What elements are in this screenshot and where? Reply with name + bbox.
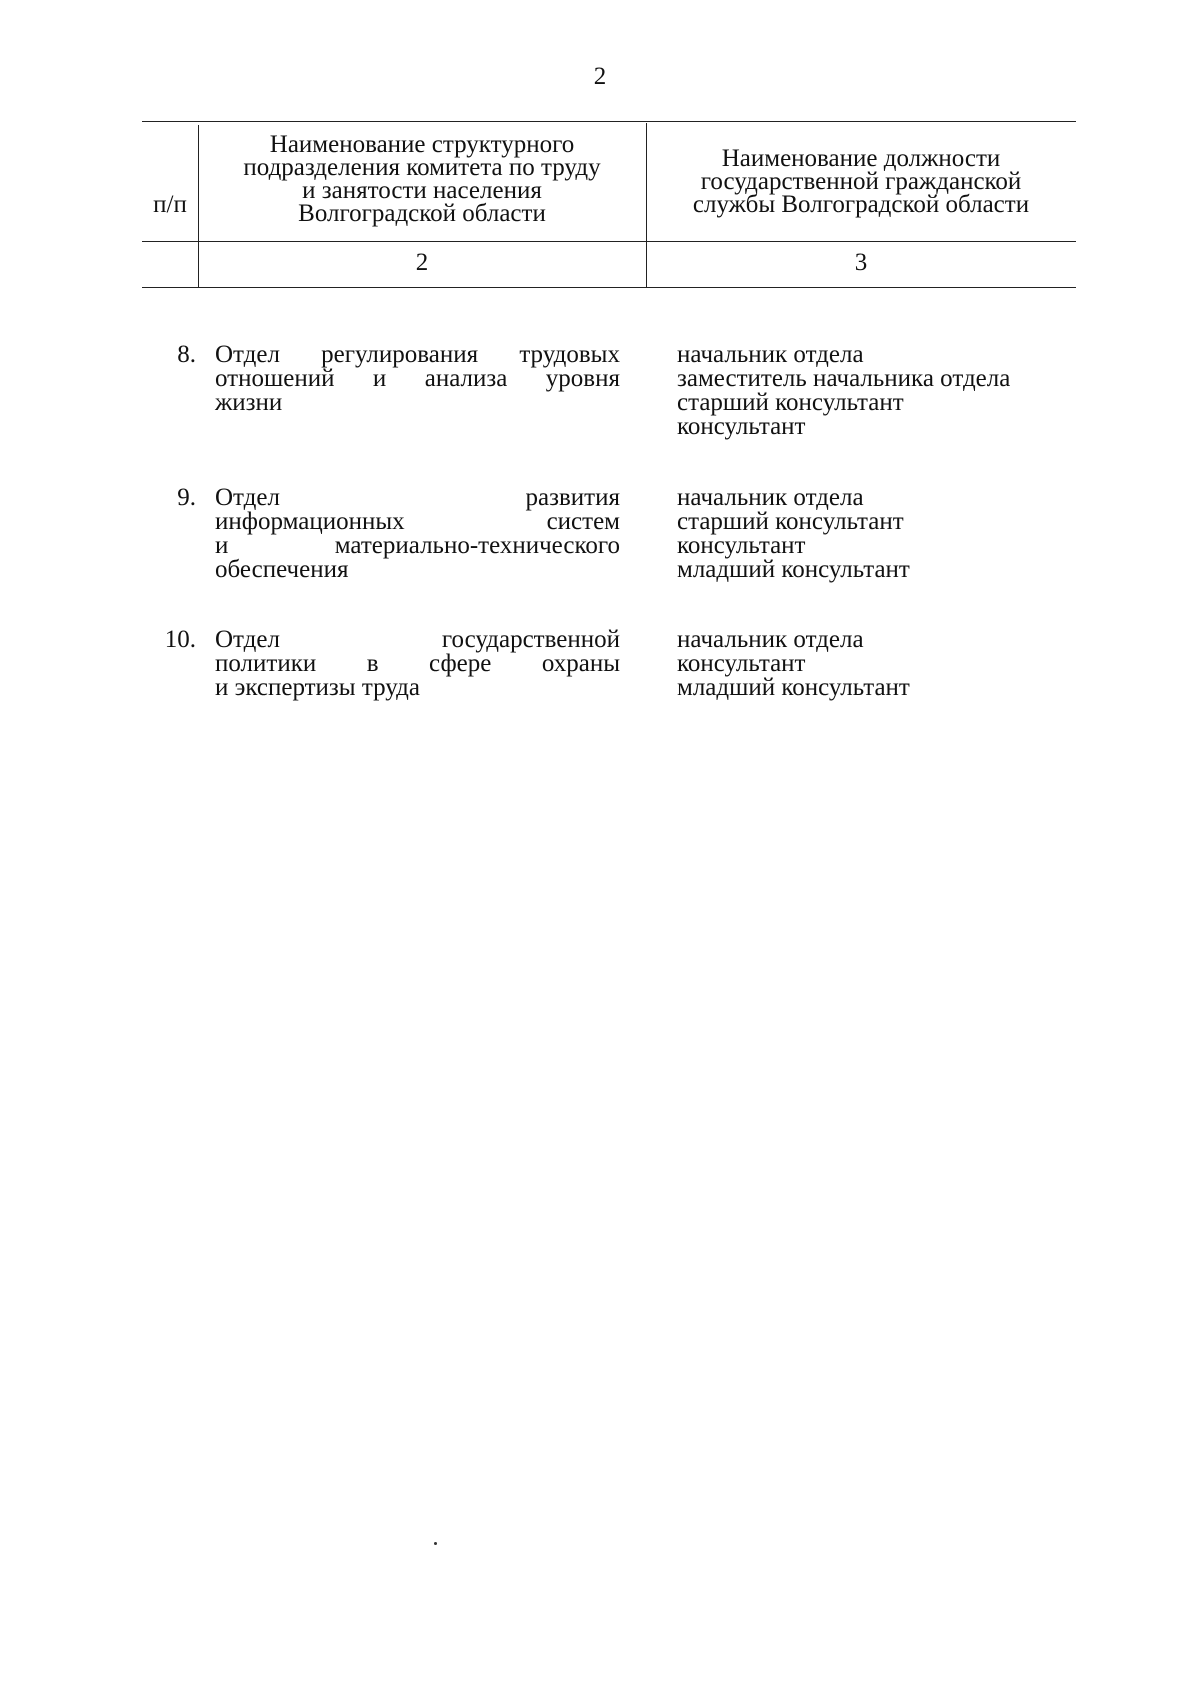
position-line: консультант (677, 413, 806, 440)
header-col-number: п/п (153, 191, 187, 218)
position-line: начальник отдела (677, 341, 864, 368)
word: анализа (424, 365, 508, 392)
unit-line (215, 652, 620, 676)
word: материально-технического (334, 532, 620, 559)
position-line: старший консультант (677, 508, 904, 535)
header-col-position-number: 3 (854, 249, 868, 276)
page-number: 2 (593, 63, 607, 90)
position-line: начальник отдела (677, 484, 864, 511)
entry-unit-name (215, 628, 620, 700)
unit-line (215, 510, 620, 534)
header-col-unit-number: 2 (415, 249, 429, 276)
position-line: старший консультант (677, 389, 904, 416)
header-col-unit-line: подразделения комитета по труду (243, 154, 601, 181)
word: охраны (541, 650, 620, 677)
word: и экспертизы труда (215, 674, 420, 701)
unit-line (215, 628, 620, 652)
entry-unit-name (215, 486, 620, 582)
table-mid-rule (142, 241, 1076, 242)
unit-line (215, 676, 620, 700)
header-col-unit-line: Наименование структурного (269, 131, 575, 158)
word: в (366, 650, 379, 677)
unit-line (215, 558, 620, 582)
entry-unit-name (215, 343, 620, 415)
position-line: консультант (677, 532, 806, 559)
header-col-position-line: службы Волгоградской области (692, 191, 1030, 218)
header-col-position (646, 147, 1076, 216)
word: жизни (215, 389, 283, 416)
word: и (372, 365, 387, 392)
word: уровня (545, 365, 620, 392)
word: Отдел (215, 484, 280, 511)
word: информационных (215, 508, 405, 535)
word: политики (215, 650, 317, 677)
table-header (142, 121, 1076, 288)
position-line: младший консультант (677, 556, 910, 583)
entry-positions (677, 343, 1097, 439)
header-col-unit-line: и занятости населения (302, 177, 542, 204)
word: систем (546, 508, 620, 535)
word: отношений (215, 365, 335, 392)
header-col-position-line: государственной гражданской (700, 168, 1022, 195)
word: сфере (429, 650, 492, 677)
word: развития (525, 484, 620, 511)
word: Отдел (215, 626, 280, 653)
position-line: заместитель начальника отдела (677, 365, 1011, 392)
entry-number: 8. (177, 341, 196, 368)
word: и (215, 532, 229, 559)
word: трудовых (519, 341, 620, 368)
unit-line (215, 486, 620, 510)
header-col-position-line: Наименование должности (721, 145, 1001, 172)
table-bottom-rule (142, 287, 1076, 288)
position-line: начальник отдела (677, 626, 864, 653)
unit-line (215, 391, 620, 415)
word: регулирования (321, 341, 479, 368)
unit-line (215, 367, 620, 391)
table-top-rule (142, 121, 1076, 122)
unit-line (215, 534, 620, 558)
scan-speck (434, 1542, 437, 1545)
unit-line (215, 343, 620, 367)
word: государственной (441, 626, 620, 653)
entry-number: 10. (164, 626, 196, 653)
position-line: младший консультант (677, 674, 910, 701)
word: Отдел (215, 341, 280, 368)
entry-positions (677, 628, 1097, 700)
header-col-unit (198, 133, 646, 225)
header-col-unit-line: Волгоградской области (298, 200, 546, 227)
word: обеспечения (215, 556, 349, 583)
entry-positions (677, 486, 1097, 582)
position-line: консультант (677, 650, 806, 677)
entry-number: 9. (177, 484, 196, 511)
